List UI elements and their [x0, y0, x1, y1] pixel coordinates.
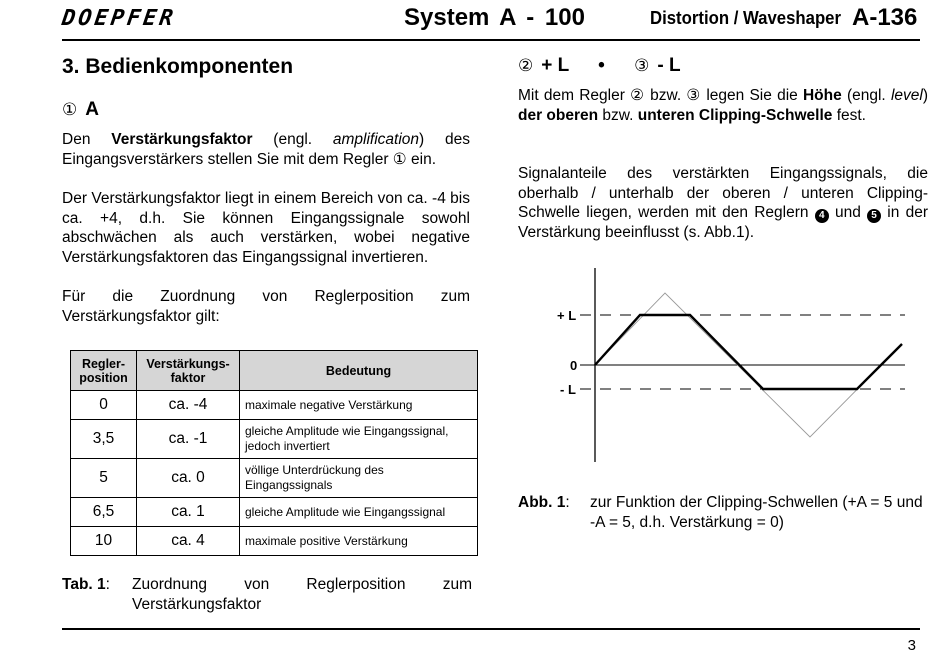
paragraph-range: Der Verstärkungsfaktor liegt in einem Bereich von ca. -4 bis ca. +4, d.h. Sie können Eingangssignale sowohl abschwächen als auch verstärken, wobei negative Verstärkungsfaktoren das Eingangssignal invertieren. — [62, 190, 470, 266]
section-a-label: A — [85, 99, 99, 120]
cell-position: 0 — [71, 391, 137, 420]
module-id: A-136 — [852, 4, 918, 31]
cell-meaning: maximale negative Verstärkung — [240, 391, 478, 420]
cell-factor: ca. 1 — [137, 498, 240, 527]
mapping-table — [70, 350, 478, 556]
section-a-heading — [62, 99, 99, 121]
paragraph-signal-parts: Signalanteile des verstärkten Eingangssignals, die oberhalb / unterhalb der oberen / unteren Clipping-Schwelle liegen, werden mit den Reglern 4 und 5 in der Verstärkung beeinflusst (s. Abb.1). — [518, 165, 928, 241]
cell-position: 10 — [71, 527, 137, 556]
cell-meaning: völlige Unterdrückung des Eingangssignals — [240, 459, 478, 498]
section-plus-label: + L — [541, 55, 569, 76]
section-minus-label: - L — [657, 55, 681, 76]
table-row — [71, 459, 478, 498]
figure-caption-text: zur Funktion der Clipping-Schwellen (+A = 5 und -A = 5, d.h. Verstärkung = 0) — [590, 494, 923, 531]
knob-5-marker: 5 — [867, 209, 881, 223]
label-minus-l: - L — [560, 382, 576, 397]
table-row — [71, 420, 478, 459]
section-minus-number: ③ — [634, 56, 650, 75]
system-title: System A - 100 — [404, 4, 585, 31]
cell-factor: ca. -1 — [137, 420, 240, 459]
header-verstaerkungsfaktor: Verstärkungs-faktor — [137, 351, 240, 391]
table-row — [71, 391, 478, 420]
cell-position: 3,5 — [71, 420, 137, 459]
table-caption-text: Zuordnung von Reglerposition zum Verstärkungsfaktor — [132, 576, 472, 613]
header-regler-position: Regler-position — [71, 351, 137, 391]
cell-position: 6,5 — [71, 498, 137, 527]
table-header-row — [71, 351, 478, 391]
paragraph-amplification: Den Verstärkungsfaktor (engl. amplification) des Eingangsverstärkers stellen Sie mit dem Regler ① ein. — [62, 131, 470, 168]
paragraph-level: Mit dem Regler ② bzw. ③ legen Sie die Höhe (engl. level) der oberen bzw. unteren Clipping-Schwelle fest. — [518, 87, 928, 124]
label-plus-l: + L — [557, 308, 577, 323]
cell-meaning: maximale positive Verstärkung — [240, 527, 478, 556]
cell-position: 5 — [71, 459, 137, 498]
section-plus-number: ② — [518, 56, 534, 75]
cell-factor: ca. 0 — [137, 459, 240, 498]
table-caption: Tab. 1: Zuordnung von Reglerposition zum Verstärkungsfaktor — [62, 576, 472, 613]
header-bedeutung: Bedeutung — [240, 351, 478, 391]
section-level-heading — [518, 55, 681, 77]
header-rule — [62, 39, 920, 41]
doepfer-logo: DOEPFER — [60, 6, 178, 31]
section-a-number: ① — [62, 100, 78, 119]
clipped-signal-curve — [595, 315, 902, 389]
footer-rule — [62, 628, 920, 630]
cell-meaning: gleiche Amplitude wie Eingangssignal, jedoch invertiert — [240, 420, 478, 459]
cell-meaning: gleiche Amplitude wie Eingangssignal — [240, 498, 478, 527]
figure-caption: Abb. 1: zur Funktion der Clipping-Schwellen (+A = 5 und -A = 5, d.h. Verstärkung = 0) — [518, 493, 930, 533]
table-row — [71, 527, 478, 556]
module-name: Distortion / Waveshaper — [650, 8, 841, 28]
table-row — [71, 498, 478, 527]
cell-factor: ca. -4 — [137, 391, 240, 420]
cell-factor: ca. 4 — [137, 527, 240, 556]
label-zero: 0 — [570, 358, 578, 373]
paragraph-mapping: Für die Zuordnung von Reglerposition zum Verstärkungsfaktor gilt: — [62, 288, 470, 325]
section-separator: • — [598, 55, 605, 76]
table-caption-label: Tab. 1 — [62, 576, 106, 593]
page-number: 3 — [907, 637, 916, 654]
chapter-heading: 3. Bedienkomponenten — [62, 55, 294, 78]
figure-caption-label: Abb. 1 — [518, 494, 566, 511]
knob-4-marker: 4 — [815, 209, 829, 223]
clipping-figure — [540, 262, 920, 472]
